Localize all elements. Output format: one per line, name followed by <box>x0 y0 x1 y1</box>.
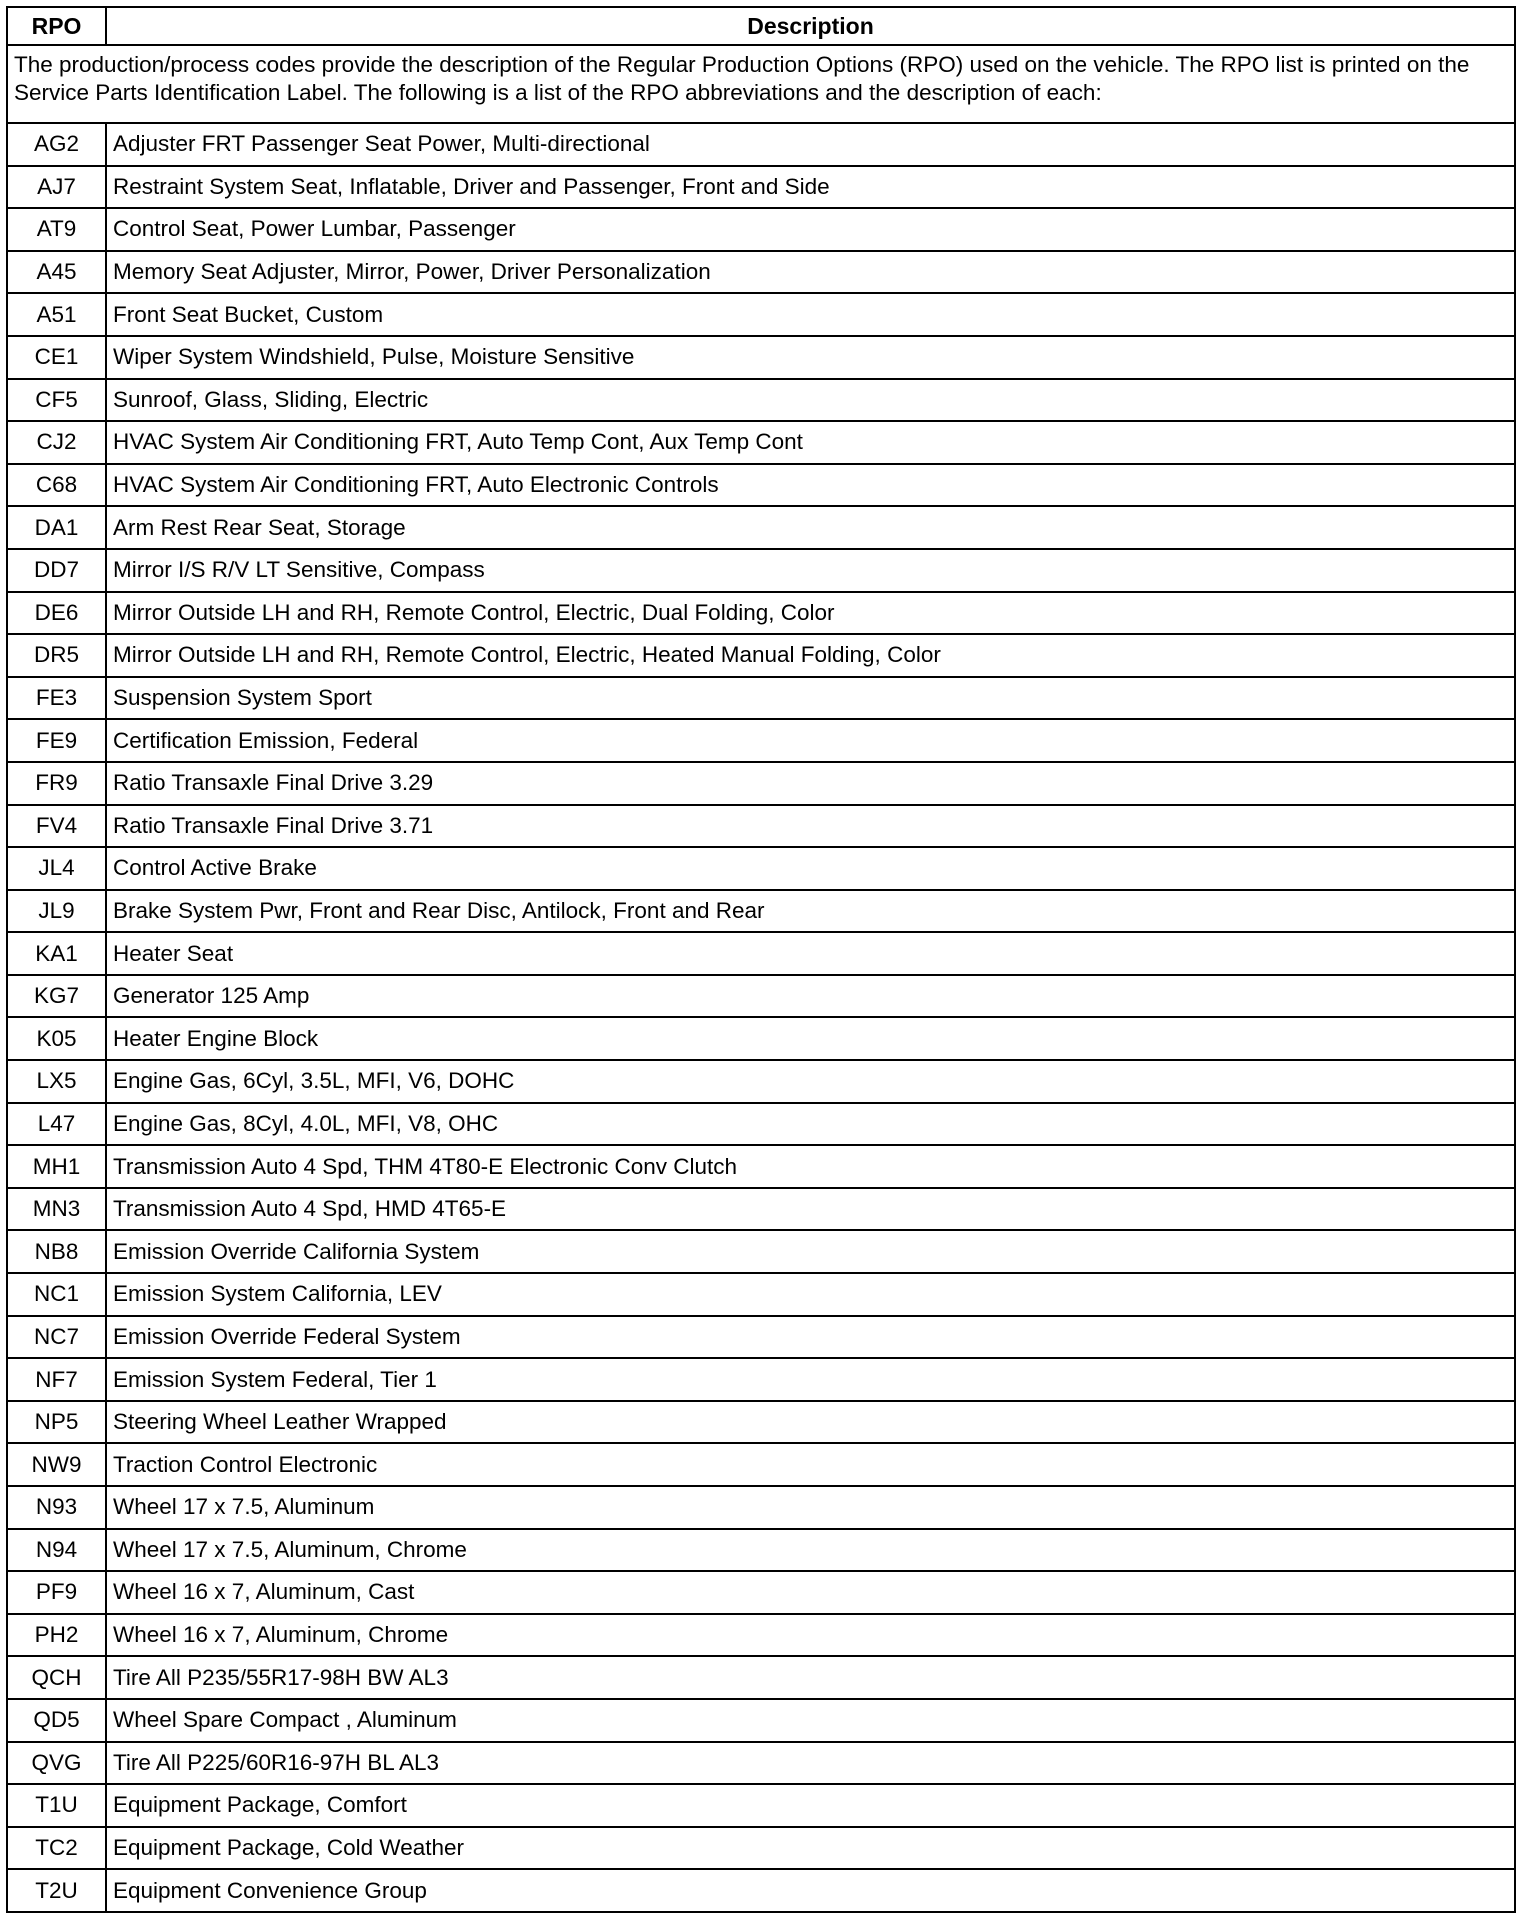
rpo-code-cell: QD5 <box>7 1699 106 1742</box>
rpo-description-cell: Steering Wheel Leather Wrapped <box>106 1401 1515 1444</box>
rpo-description-cell: Mirror I/S R/V LT Sensitive, Compass <box>106 549 1515 592</box>
table-body <box>7 45 1515 1912</box>
table-row <box>7 336 1515 379</box>
table-row <box>7 1017 1515 1060</box>
rpo-code-cell: PH2 <box>7 1614 106 1657</box>
table-row <box>7 123 1515 166</box>
rpo-code-cell: FV4 <box>7 805 106 848</box>
rpo-description-cell: Wheel 16 x 7, Aluminum, Chrome <box>106 1614 1515 1657</box>
rpo-description-cell: Transmission Auto 4 Spd, THM 4T80-E Electronic Conv Clutch <box>106 1145 1515 1188</box>
rpo-code-cell: DD7 <box>7 549 106 592</box>
table-row <box>7 1699 1515 1742</box>
table-row <box>7 1656 1515 1699</box>
rpo-description-cell: Engine Gas, 6Cyl, 3.5L, MFI, V6, DOHC <box>106 1060 1515 1103</box>
table-row <box>7 1230 1515 1273</box>
rpo-code-cell: NB8 <box>7 1230 106 1273</box>
rpo-description-cell: Wheel 17 x 7.5, Aluminum <box>106 1486 1515 1529</box>
rpo-description-cell: Heater Engine Block <box>106 1017 1515 1060</box>
table-row <box>7 719 1515 762</box>
rpo-code-cell: NW9 <box>7 1443 106 1486</box>
rpo-code-cell: L47 <box>7 1103 106 1146</box>
rpo-code-cell: QCH <box>7 1656 106 1699</box>
rpo-description-cell: Ratio Transaxle Final Drive 3.71 <box>106 805 1515 848</box>
description-column-header: Description <box>106 7 1515 45</box>
table-row <box>7 1614 1515 1657</box>
rpo-code-cell: LX5 <box>7 1060 106 1103</box>
rpo-description-cell: Equipment Convenience Group <box>106 1869 1515 1912</box>
rpo-document <box>6 6 1514 1913</box>
rpo-code-cell: NP5 <box>7 1401 106 1444</box>
rpo-code-cell: CJ2 <box>7 421 106 464</box>
rpo-description-cell: Control Active Brake <box>106 847 1515 890</box>
rpo-code-cell: DA1 <box>7 506 106 549</box>
rpo-description-cell: Wheel 16 x 7, Aluminum, Cast <box>106 1571 1515 1614</box>
table-row <box>7 1188 1515 1231</box>
table-row <box>7 506 1515 549</box>
rpo-description-cell: Transmission Auto 4 Spd, HMD 4T65-E <box>106 1188 1515 1231</box>
rpo-code-cell: N94 <box>7 1529 106 1572</box>
rpo-description-cell: HVAC System Air Conditioning FRT, Auto Electronic Controls <box>106 464 1515 507</box>
rpo-description-cell: Heater Seat <box>106 932 1515 975</box>
rpo-code-cell: T1U <box>7 1784 106 1827</box>
rpo-code-cell: MN3 <box>7 1188 106 1231</box>
table-row <box>7 1060 1515 1103</box>
table-row <box>7 1401 1515 1444</box>
rpo-code-cell: KA1 <box>7 932 106 975</box>
table-row <box>7 293 1515 336</box>
rpo-description-cell: Generator 125 Amp <box>106 975 1515 1018</box>
rpo-code-cell: NC1 <box>7 1273 106 1316</box>
table-row <box>7 1869 1515 1912</box>
table-row <box>7 1273 1515 1316</box>
rpo-description-cell: Wheel Spare Compact , Aluminum <box>106 1699 1515 1742</box>
rpo-code-cell: PF9 <box>7 1571 106 1614</box>
table-row <box>7 1827 1515 1870</box>
table-row <box>7 251 1515 294</box>
rpo-code-cell: NC7 <box>7 1316 106 1359</box>
rpo-description-cell: Equipment Package, Comfort <box>106 1784 1515 1827</box>
rpo-code-cell: FR9 <box>7 762 106 805</box>
rpo-description-cell: Emission Override California System <box>106 1230 1515 1273</box>
table-row <box>7 677 1515 720</box>
intro-text: The production/process codes provide the description of the Regular Production Options (RPO) used on the vehicle. The RPO list is printed on the Service Parts Identification Label. The following is a list of the RPO abbreviations and the description of each: <box>7 45 1515 123</box>
rpo-code-cell: FE3 <box>7 677 106 720</box>
table-row <box>7 1571 1515 1614</box>
table-row <box>7 1784 1515 1827</box>
rpo-code-cell: DE6 <box>7 592 106 635</box>
rpo-description-cell: Front Seat Bucket, Custom <box>106 293 1515 336</box>
rpo-code-cell: T2U <box>7 1869 106 1912</box>
rpo-code-cell: AT9 <box>7 208 106 251</box>
table-row <box>7 549 1515 592</box>
rpo-code-cell: N93 <box>7 1486 106 1529</box>
rpo-description-cell: Emission System California, LEV <box>106 1273 1515 1316</box>
rpo-description-cell: Sunroof, Glass, Sliding, Electric <box>106 379 1515 422</box>
intro-row <box>7 45 1515 123</box>
rpo-description-cell: Restraint System Seat, Inflatable, Driver and Passenger, Front and Side <box>106 166 1515 209</box>
rpo-description-cell: Wiper System Windshield, Pulse, Moisture Sensitive <box>106 336 1515 379</box>
rpo-code-cell: MH1 <box>7 1145 106 1188</box>
rpo-description-cell: Engine Gas, 8Cyl, 4.0L, MFI, V8, OHC <box>106 1103 1515 1146</box>
rpo-description-cell: Memory Seat Adjuster, Mirror, Power, Driver Personalization <box>106 251 1515 294</box>
rpo-code-cell: DR5 <box>7 634 106 677</box>
rpo-table <box>6 6 1516 1913</box>
rpo-description-cell: Suspension System Sport <box>106 677 1515 720</box>
rpo-description-cell: HVAC System Air Conditioning FRT, Auto Temp Cont, Aux Temp Cont <box>106 421 1515 464</box>
table-row <box>7 890 1515 933</box>
header-row <box>7 7 1515 45</box>
rpo-description-cell: Brake System Pwr, Front and Rear Disc, Antilock, Front and Rear <box>106 890 1515 933</box>
table-row <box>7 1486 1515 1529</box>
rpo-description-cell: Emission Override Federal System <box>106 1316 1515 1359</box>
rpo-description-cell: Mirror Outside LH and RH, Remote Control, Electric, Dual Folding, Color <box>106 592 1515 635</box>
rpo-code-cell: C68 <box>7 464 106 507</box>
rpo-description-cell: Mirror Outside LH and RH, Remote Control, Electric, Heated Manual Folding, Color <box>106 634 1515 677</box>
table-row <box>7 634 1515 677</box>
table-row <box>7 421 1515 464</box>
table-row <box>7 847 1515 890</box>
rpo-description-cell: Ratio Transaxle Final Drive 3.29 <box>106 762 1515 805</box>
rpo-code-cell: QVG <box>7 1742 106 1785</box>
rpo-column-header: RPO <box>7 7 106 45</box>
table-row <box>7 1145 1515 1188</box>
rpo-code-cell: KG7 <box>7 975 106 1018</box>
rpo-code-cell: A45 <box>7 251 106 294</box>
rpo-description-cell: Arm Rest Rear Seat, Storage <box>106 506 1515 549</box>
table-row <box>7 975 1515 1018</box>
table-row <box>7 762 1515 805</box>
rpo-code-cell: JL9 <box>7 890 106 933</box>
rpo-code-cell: JL4 <box>7 847 106 890</box>
rpo-code-cell: A51 <box>7 293 106 336</box>
rpo-description-cell: Certification Emission, Federal <box>106 719 1515 762</box>
rpo-code-cell: NF7 <box>7 1358 106 1401</box>
table-row <box>7 1103 1515 1146</box>
table-row <box>7 1443 1515 1486</box>
rpo-description-cell: Equipment Package, Cold Weather <box>106 1827 1515 1870</box>
rpo-code-cell: CF5 <box>7 379 106 422</box>
table-row <box>7 805 1515 848</box>
table-row <box>7 1742 1515 1785</box>
rpo-description-cell: Tire All P235/55R17-98H BW AL3 <box>106 1656 1515 1699</box>
table-row <box>7 166 1515 209</box>
rpo-description-cell: Wheel 17 x 7.5, Aluminum, Chrome <box>106 1529 1515 1572</box>
rpo-code-cell: K05 <box>7 1017 106 1060</box>
rpo-code-cell: AG2 <box>7 123 106 166</box>
rpo-description-cell: Control Seat, Power Lumbar, Passenger <box>106 208 1515 251</box>
table-row <box>7 932 1515 975</box>
table-row <box>7 464 1515 507</box>
rpo-code-cell: FE9 <box>7 719 106 762</box>
table-row <box>7 1358 1515 1401</box>
rpo-code-cell: TC2 <box>7 1827 106 1870</box>
rpo-code-cell: CE1 <box>7 336 106 379</box>
rpo-description-cell: Traction Control Electronic <box>106 1443 1515 1486</box>
rpo-description-cell: Emission System Federal, Tier 1 <box>106 1358 1515 1401</box>
table-row <box>7 1529 1515 1572</box>
rpo-description-cell: Tire All P225/60R16-97H BL AL3 <box>106 1742 1515 1785</box>
table-row <box>7 592 1515 635</box>
rpo-description-cell: Adjuster FRT Passenger Seat Power, Multi-directional <box>106 123 1515 166</box>
table-row <box>7 379 1515 422</box>
table-row <box>7 1316 1515 1359</box>
table-row <box>7 208 1515 251</box>
rpo-code-cell: AJ7 <box>7 166 106 209</box>
